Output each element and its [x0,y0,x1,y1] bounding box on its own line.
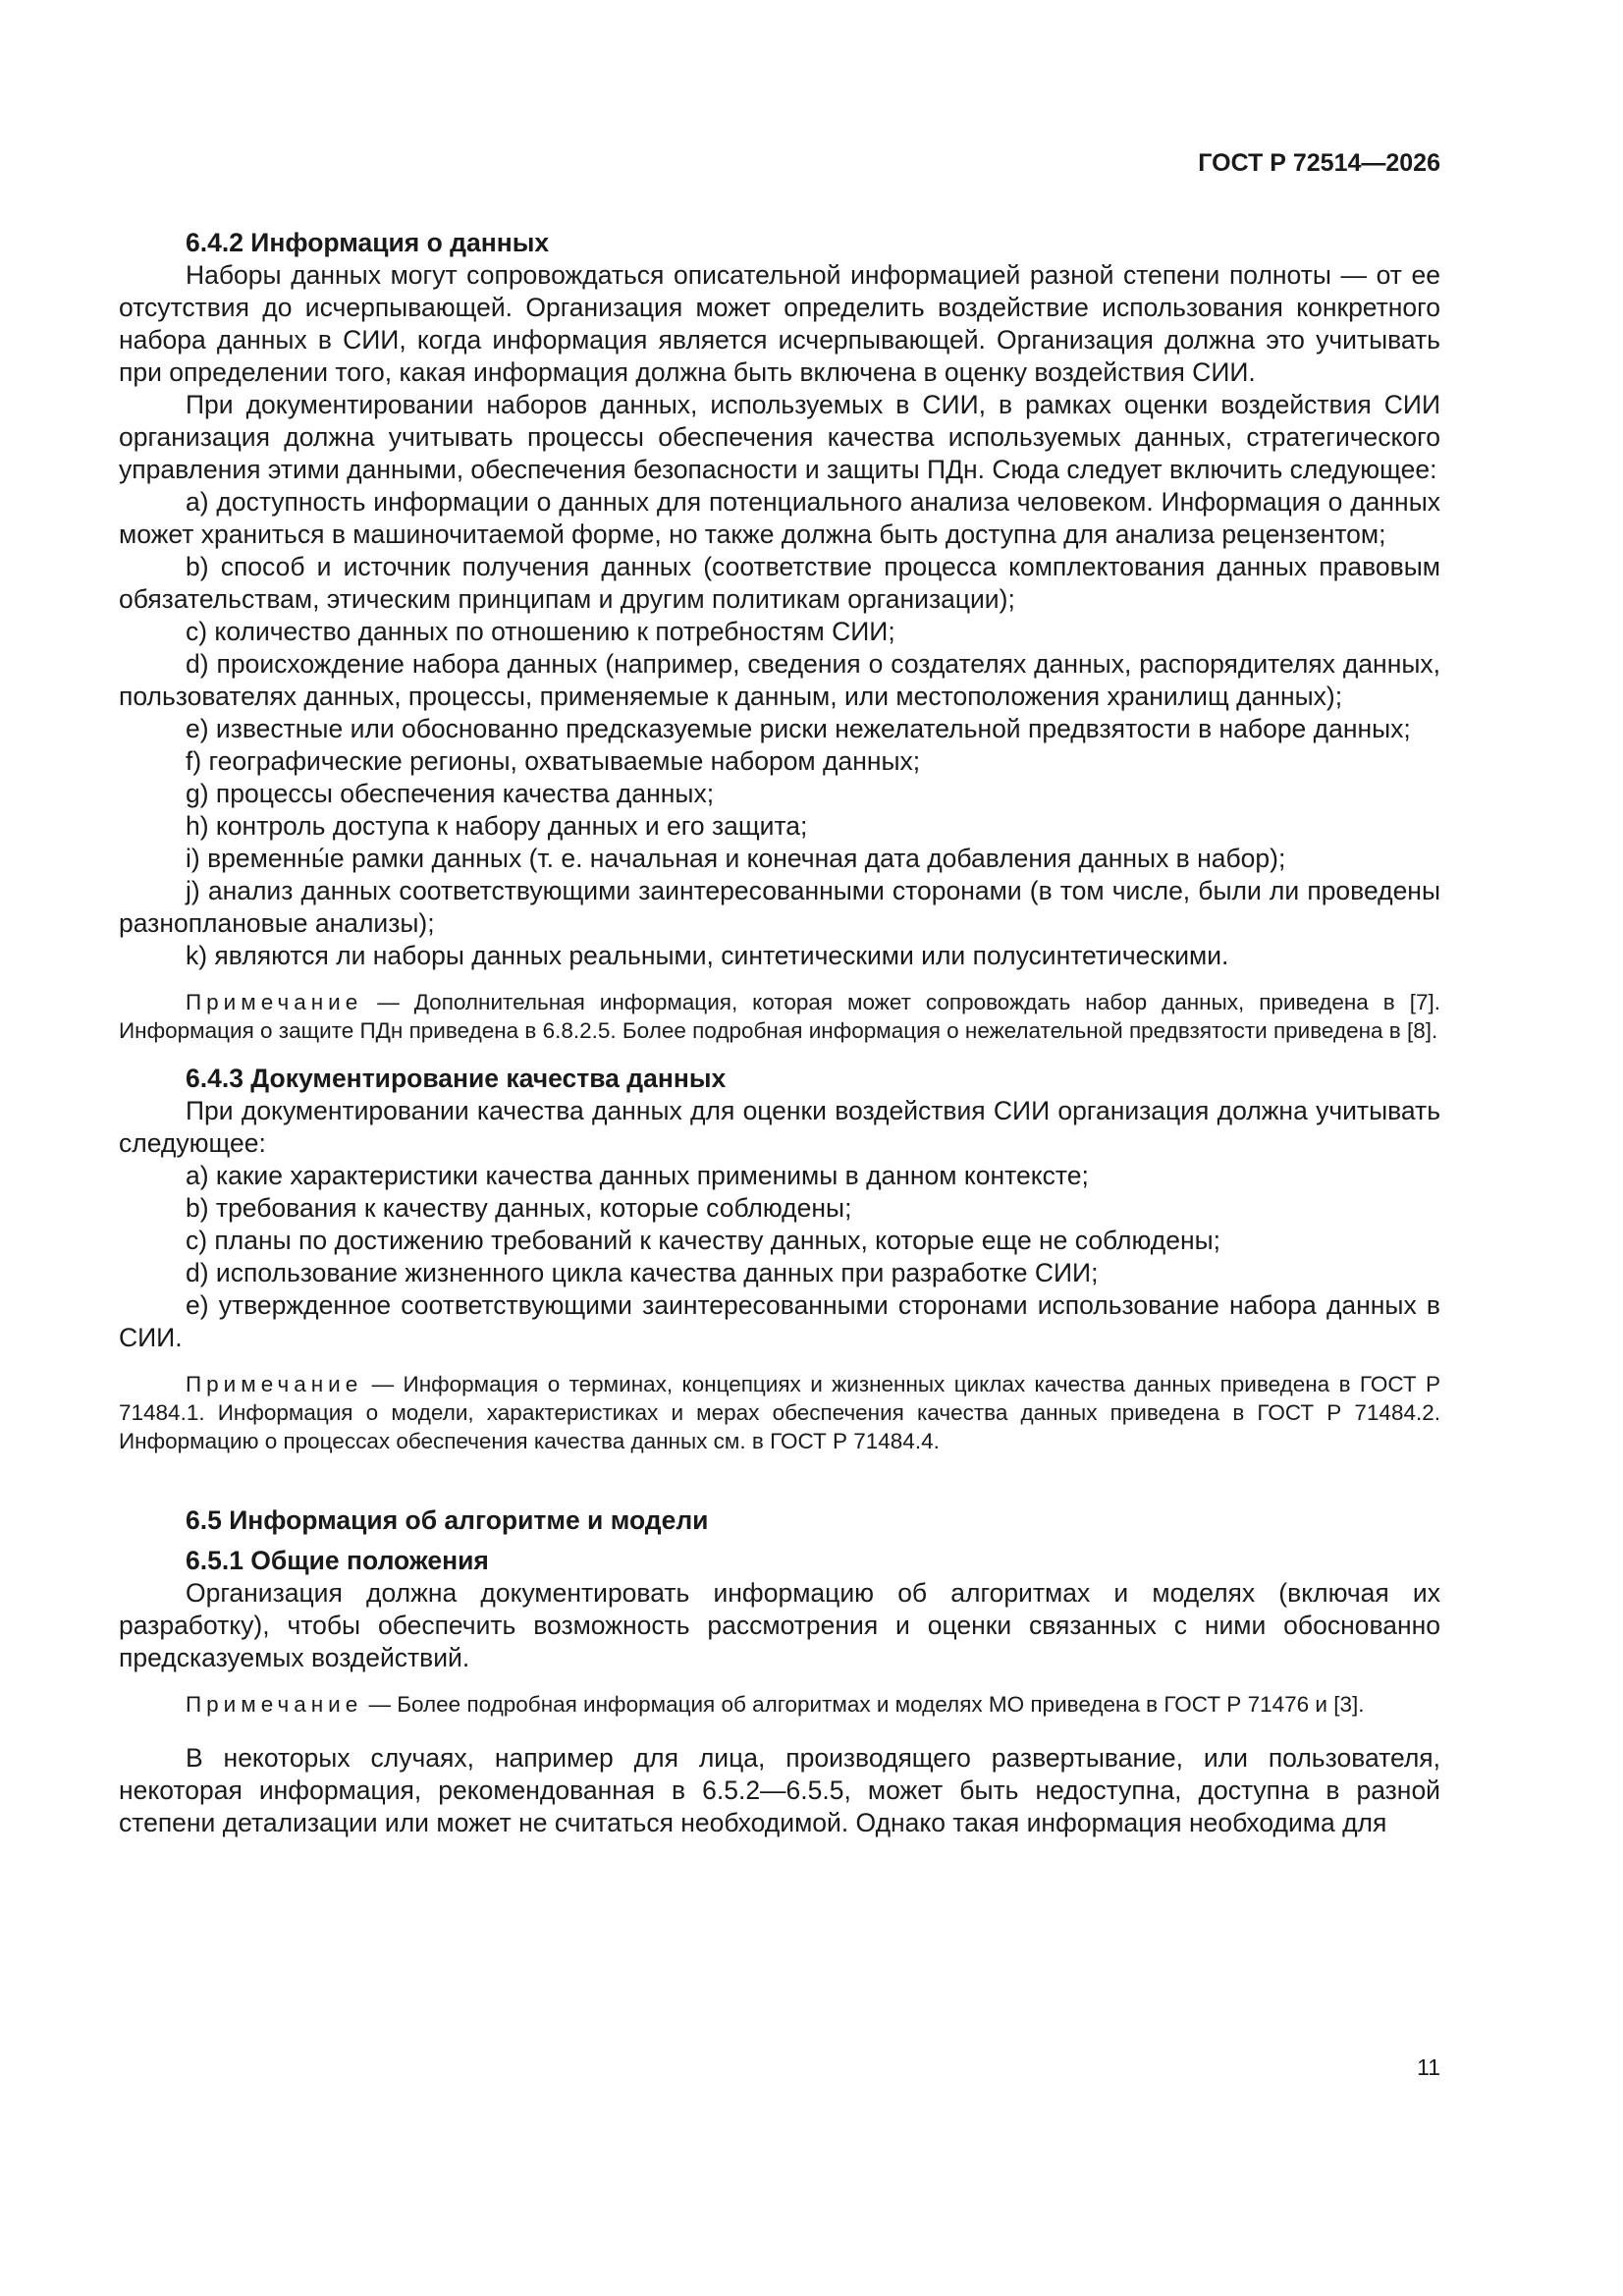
note [119,1690,1440,1719]
paragraph: В некоторых случаях, например для лица, производящего развертывание, или пользователя, некоторая информация, рекомендованная в 6.5.2—6.5.5, может быть недоступна, доступна в разной степени детализации или может не считаться необходимой. Однако такая информация необходима для [119,1743,1440,1837]
standard-code: ГОСТ Р 72514—2026 [1198,149,1440,177]
section-heading-6-4-3: 6.4.3 Документирование качества данных [186,1064,727,1093]
list-item: c) количество данных по отношению к потребностям СИИ; [186,617,895,646]
note-label: Примечание [186,990,363,1014]
note-label: Примечание [186,1372,363,1396]
note-label: Примечание [186,1692,363,1717]
paragraph: Наборы данных могут сопровождаться описательной информацией разной степени полноты — от ее отсутствия до исчерпывающей. Организация может определить воздействие использования конкретного набора данных в СИИ, когда информация является исчерпывающей. Организация должна это учитывать при определении того, какая информация должна быть включена в оценку воздействия СИИ. [119,260,1440,387]
list-item: j) анализ данных соответствующими заинтересованными сторонами (в том числе, были ли проведены разноплановые анализы); [119,876,1440,938]
paragraph: Организация должна документировать информацию об алгоритмах и моделях (включая их разработку), чтобы обеспечить возможность рассмотрения и оценки связанных с ними обоснованно предсказуемых воздействий. [119,1578,1440,1672]
section-heading-6-5: 6.5 Информация об алгоритме и модели [186,1505,709,1535]
note [119,988,1440,1045]
list-item: e) утвержденное соответствующими заинтересованными сторонами использование набора данных в СИИ. [119,1290,1440,1352]
list-item: b) способ и источник получения данных (соответствие процесса комплектования данных правовым обязательствам, этическим принципам и другим политикам организации); [119,552,1440,614]
note [119,1370,1440,1455]
page-content [119,227,1440,1839]
list-item: g) процессы обеспечения качества данных; [186,779,715,808]
list-item: d) использование жизненного цикла качества данных при разработке СИИ; [186,1258,1099,1287]
list-item: k) являются ли наборы данных реальными, синтетическими или полусинтетическими. [186,941,1229,970]
list-item: i) временны́е рамки данных (т. е. начальная и конечная дата добавления данных в набор); [186,844,1286,873]
list-item: d) происхождение набора данных (например, сведения о создателях данных, распорядителях данных, пользователях данных, процессы, применяемые к данным, или местоположения хранилищ данных); [119,649,1440,711]
list-item: f) географические регионы, охватываемые набором данных; [186,746,921,776]
section-heading-6-4-2: 6.4.2 Информация о данных [186,228,550,257]
paragraph: При документировании качества данных для оценки воздействия СИИ организация должна учитывать следующее: [119,1096,1440,1158]
list-item: e) известные или обоснованно предсказуемые риски нежелательной предвзятости в наборе данных; [186,714,1411,743]
note-text: — Информация о терминах, концепциях и жизненных циклах качества данных приведена в ГОСТ Р 71484.1. Информация о модели, характеристиках и мерах обеспечения качества данных приведена в ГОСТ Р 71484.2. Информацию о процессах обеспечения качества данных см. в ГОСТ Р 71484.4. [119,1372,1440,1453]
list-item: c) планы по достижению требований к качеству данных, которые еще не соблюдены; [186,1226,1221,1255]
list-item: a) какие характеристики качества данных применимы в данном контексте; [186,1161,1089,1190]
list-item: b) требования к качеству данных, которые соблюдены; [186,1193,852,1223]
paragraph: При документировании наборов данных, используемых в СИИ, в рамках оценки воздействия СИИ организация должна учитывать процессы обеспечения качества используемых данных, стратегического управления этими данными, обеспечения безопасности и защиты ПДн. Сюда следует включить следующее: [119,390,1440,484]
note-text: — Более подробная информация об алгоритмах и моделях МО приведена в ГОСТ Р 71476 и [3]. [368,1692,1365,1717]
note-text: — Дополнительная информация, которая может сопровождать набор данных, приведена в [7]. Информация о защите ПДн приведена в 6.8.2.5. Более подробная информация о нежелательной предвзятости приведена в [8]. [119,990,1440,1043]
list-item: a) доступность информации о данных для потенциального анализа человеком. Информация о данных может храниться в машиночитаемой форме, но также должна быть доступна для анализа рецензентом; [119,487,1440,549]
list-item: h) контроль доступа к набору данных и его защита; [186,811,808,841]
section-heading-6-5-1: 6.5.1 Общие положения [186,1546,489,1575]
page-number: 11 [1417,2054,1440,2080]
